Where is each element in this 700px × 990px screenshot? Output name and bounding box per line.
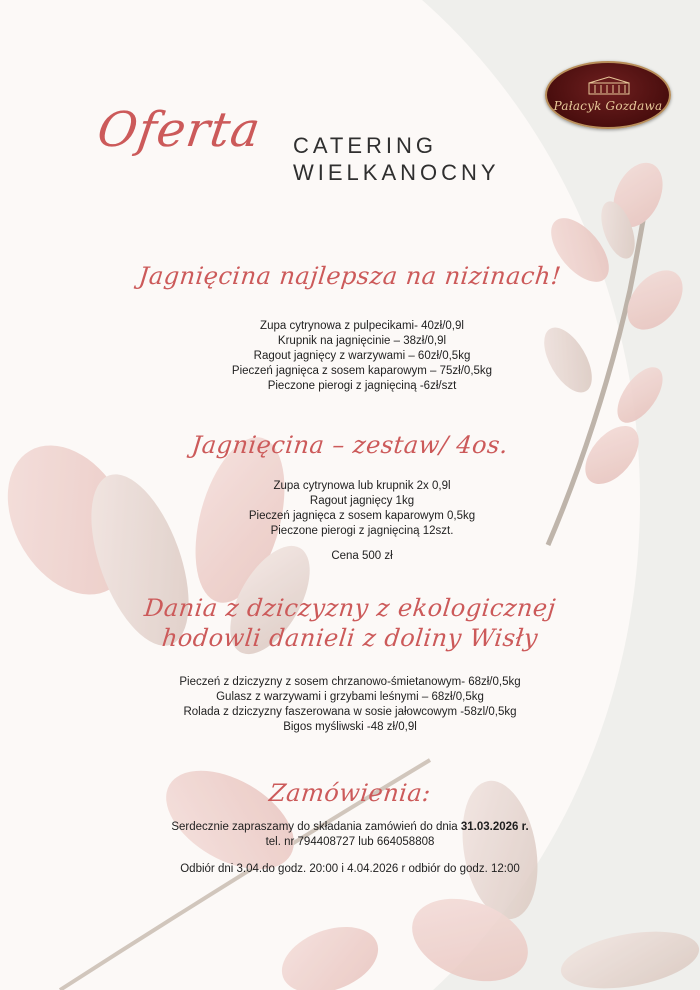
section-set-title: Jagnięcina – zestaw/ 4os. bbox=[190, 431, 510, 459]
menu-item: Gulasz z warzywami i grzybami leśnymi – 68zł/0,5kg bbox=[216, 691, 484, 703]
orders-title: Zamówienia: bbox=[267, 779, 433, 807]
menu-item: Zupa cytrynowa lub krupnik 2x 0,9l bbox=[273, 480, 451, 492]
menu-item: Rolada z dziczyzny faszerowana w sosie jałowcowym -58zl/0,5kg bbox=[183, 706, 517, 718]
wielkanocny-label: WIELKANOCNY bbox=[293, 160, 500, 185]
section-lamb-list bbox=[12, 319, 700, 394]
set-price: Cena 500 zł bbox=[331, 550, 393, 562]
menu-item: Pieczone pierogi z jagnięciną 12szt. bbox=[270, 525, 454, 537]
section-game-title-line1: Dania z dziczyzny z ekologicznej bbox=[142, 594, 558, 622]
section-lamb-title: Jagnięcina najlepsza na nizinach! bbox=[137, 262, 563, 290]
menu-item: Ragout jagnięcy 1kg bbox=[309, 495, 415, 507]
section-game-list bbox=[0, 675, 700, 735]
menu-item: Bigos myśliwski -48 zł/0,9l bbox=[283, 721, 417, 733]
orders-deadline: 31.03.2026 r. bbox=[460, 821, 529, 833]
palacyk-gozdawa-logo bbox=[545, 61, 671, 129]
menu-item: Pieczeń jagnięca z sosem kaparowym – 75zł/0,5kg bbox=[231, 365, 493, 377]
section-game-title-line2: hodowli danieli z doliny Wisły bbox=[160, 624, 540, 652]
menu-item: Pieczone pierogi z jagnięciną -6zł/szt bbox=[267, 380, 457, 392]
pickup-info: Odbiór dni 3.04.do godz. 20:00 i 4.04.2026 r odbiór do godz. 12:00 bbox=[180, 863, 520, 875]
orders-phone: tel. nr 794408727 lub 664058808 bbox=[265, 836, 435, 848]
logo-text: Pałacyk Gozdawa bbox=[553, 99, 663, 113]
catering-label: CATERING bbox=[293, 133, 438, 158]
orders-intro-line bbox=[0, 820, 700, 835]
section-set-list bbox=[12, 479, 700, 539]
orders-contact bbox=[0, 820, 700, 850]
oferta-heading: Oferta bbox=[94, 102, 265, 158]
menu-item: Zupa cytrynowa z pulpecikami- 40zł/0,9l bbox=[260, 320, 464, 332]
menu-item: Pieczeń z dziczyzny z sosem chrzanowo-śmietanowym- 68zł/0,5kg bbox=[179, 676, 521, 688]
menu-item: Pieczeń jagnięca z sosem kaparowym 0,5kg bbox=[248, 510, 476, 522]
menu-item: Krupnik na jagnięcinie – 38zł/0,9l bbox=[277, 335, 447, 347]
menu-item: Ragout jagnięcy z warzywami – 60zł/0,5kg bbox=[253, 350, 471, 362]
palace-icon bbox=[585, 75, 633, 95]
orders-intro: Serdecznie zapraszamy do składania zamówień do dnia bbox=[171, 821, 461, 833]
